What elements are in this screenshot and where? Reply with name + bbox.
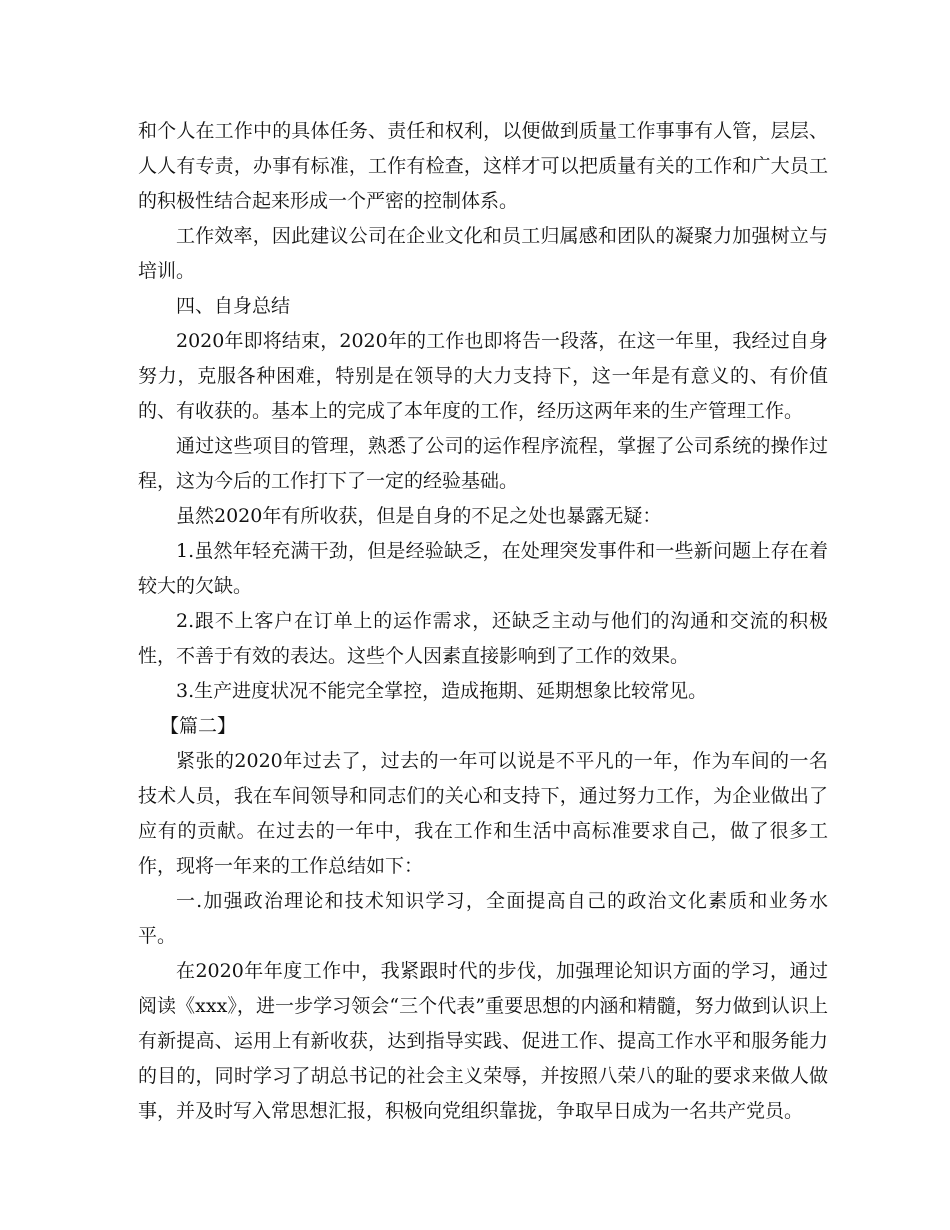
- paragraph-part-two-intro: 紧张的2020年过去了，过去的一年可以说是不平凡的一年，作为车间的一名技术人员，我在车间领导和同志们的关心和支持下，通过努力工作，为企业做出了应有的贡献。在过去的一年中，我在工作和生活中高标准要求自己，做了很多工作，现将一年来的工作总结如下：: [138, 750, 828, 877]
- list-item-shortcoming-2: 2.跟不上客户在订单上的运作需求，还缺乏主动与他们的沟通和交流的积极性，不善于有效的表达。这些个人因素直接影响到了工作的效果。: [138, 610, 828, 667]
- paragraph-project-management: 通过这些项目的管理，熟悉了公司的运作程序流程，掌握了公司系统的操作过程，这为今后的工作打下了一定的经验基础。: [138, 435, 828, 492]
- paragraph-work-efficiency: 工作效率，因此建议公司在企业文化和员工归属感和团队的凝聚力加强树立与培训。: [138, 225, 828, 282]
- paragraph-theory-study: 在2020年年度工作中，我紧跟时代的步伐，加强理论知识方面的学习，通过阅读《xxx》，进一步学习领会“三个代表”重要思想的内涵和精髓，努力做到认识上有新提高、运用上有新收获，达到指导实践、促进工作、提高工作水平和服务能力的目的，同时学习了胡总书记的社会主义荣辱，并按照八荣八的耻的要求来做人做事，并及时写入常思想汇报，积极向党组织靠拢，争取早日成为一名共产党员。: [138, 960, 828, 1122]
- section-heading-self-summary: 四、自身总结: [176, 295, 291, 317]
- paragraph-responsibility: 和个人在工作中的具体任务、责任和权利，以便做到质量工作事事有人管，层层、人人有专责，办事有标准，工作有检查，这样才可以把质量有关的工作和广大员工的积极性结合起来形成一个严密的控制体系。: [138, 120, 828, 212]
- subheading-political-study: 一.加强政治理论和技术知识学习，全面提高自己的政治文化素质和业务水平。: [138, 890, 828, 947]
- list-item-shortcoming-1: 1.虽然年轻充满干劲，但是经验缺乏，在处理突发事件和一些新问题上存在着较大的欠缺。: [138, 540, 828, 597]
- paragraph-year-end: 2020年即将结束，2020年的工作也即将告一段落，在这一年里，我经过自身努力，克服各种困难，特别是在领导的大力支持下，这一年是有意义的、有价值的、有收获的。基本上的完成了本年度的工作，经历这两年来的生产管理工作。: [138, 330, 828, 422]
- section-heading-part-two: 【篇二】: [160, 715, 237, 737]
- document-body: [138, 114, 828, 1129]
- list-item-shortcoming-3: 3.生产进度状况不能完全掌控，造成拖期、延期想象比较常见。: [176, 680, 708, 702]
- paragraph-shortcomings-intro: 虽然2020年有所收获，但是自身的不足之处也暴露无疑：: [176, 505, 662, 527]
